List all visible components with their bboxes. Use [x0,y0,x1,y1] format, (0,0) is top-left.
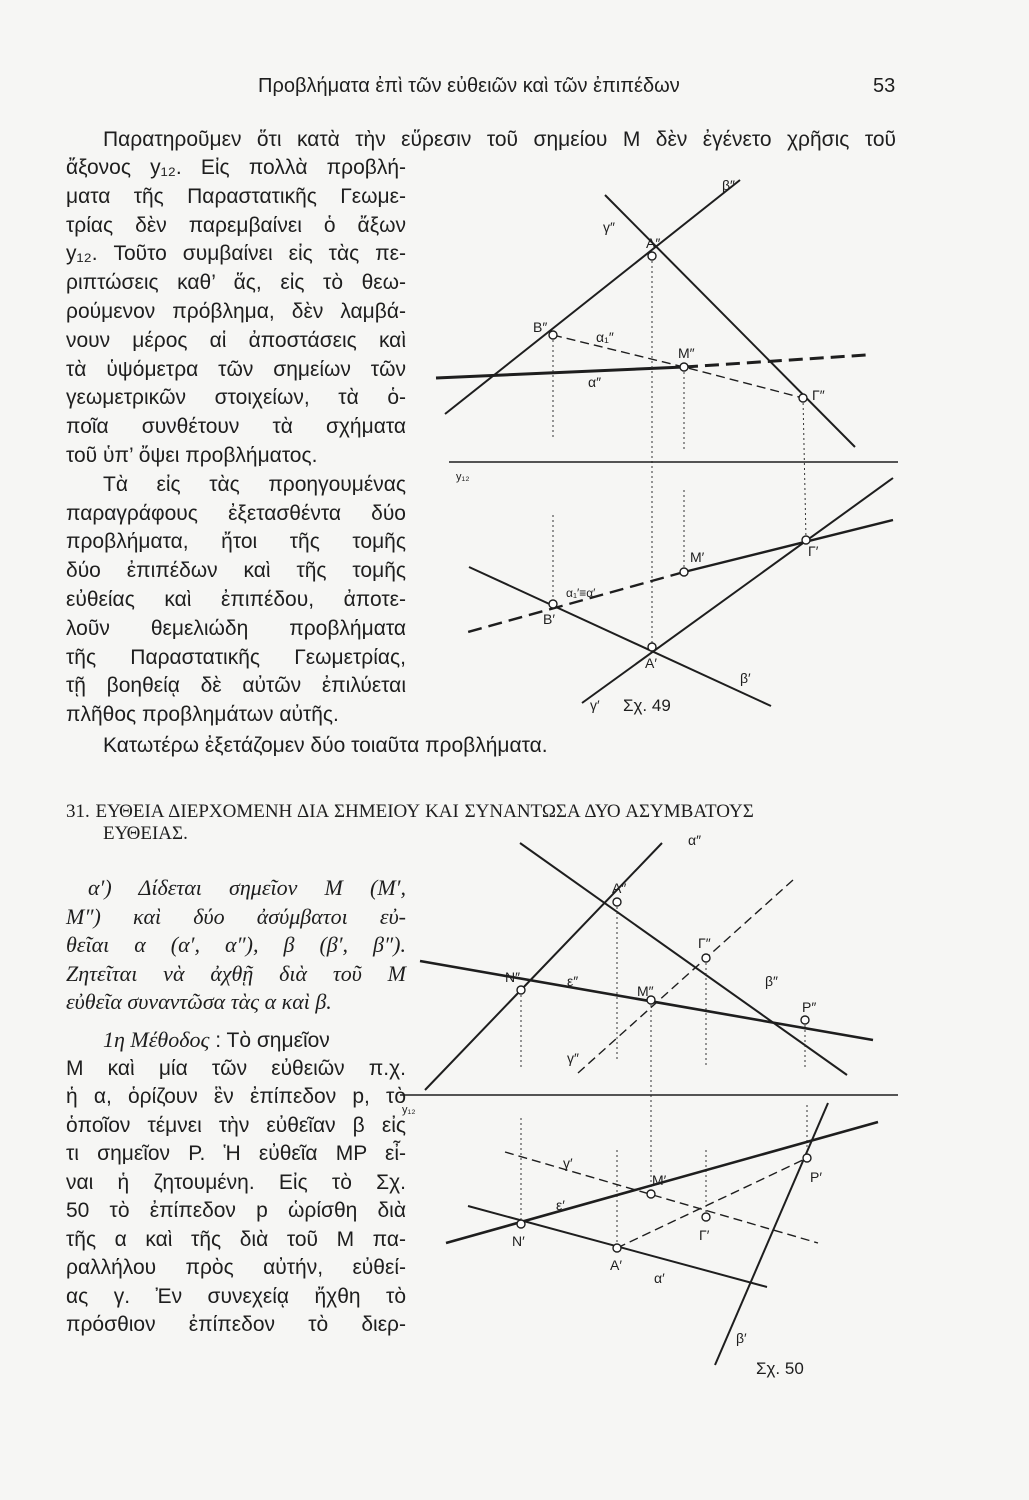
label: M″ [637,983,654,999]
text-line: νουν μέρος αἱ ἀποστάσεις καὶ [66,329,406,352]
point-B1 [549,600,557,608]
text-line: ριπτώσεις καθ’ ἅς, εἰς τὸ θεω- [66,271,406,294]
text-line: λοῦν θεμελιώδη προβλήματα [66,617,406,640]
text-line: ρούμενον πρόβλημα, δὲν λαμβά- [66,300,406,323]
label: β″ [722,177,736,193]
label: B′ [543,611,555,627]
text-line: τοῦ ὑπ’ ὄψει προβλήματος. [66,444,318,467]
point-A2 [613,898,621,906]
label: α″ [688,832,702,848]
line-auxiliary [617,1158,807,1248]
label: α′ [654,1270,665,1286]
text-line: M καὶ μία τῶν εὐθειῶν π.χ. [66,1057,406,1080]
label: M′ [652,1172,667,1188]
axis-label: y₁₂ [402,1104,416,1116]
line-gamma1 [582,478,893,703]
label: P′ [810,1169,822,1185]
figure-50 [400,832,898,1378]
label: α″ [588,374,602,390]
method-first-line-text: : Τὸ σημεῖον [209,1029,330,1052]
text-line: τῆς Παραστατικῆς Γεωμετρίας, [66,646,406,669]
label: ε′ [556,1197,565,1213]
point-G2 [702,954,710,962]
text-line: α′) Δίδεται σημεῖον M (M′, [88,875,406,900]
line-beta1 [715,1103,828,1365]
axis-label: y₁₂ [456,471,470,483]
point-A2 [648,252,656,260]
text-line: ματα τῆς Παραστατικῆς Γεωμε- [66,185,406,208]
label: B″ [533,319,548,335]
label: β″ [765,973,779,989]
point-M1 [680,568,688,576]
line-alpha2 [436,367,684,378]
text-line: ὁποῖον τέμνει τὴν εὐθεῖαν β εἰς [66,1114,406,1137]
closing-line: Κατωτέρω ἐξετάζομεν δύο τοιαῦτα προβλήματα. [103,734,548,757]
label: Γ′ [808,543,819,559]
intro-line: Παρατηροῦμεν ὅτι κατὰ τὴν εὕρεσιν τοῦ σημείου M δὲν ἐγένετο χρῆσις τοῦ [103,128,896,151]
label: α₁″ [596,329,614,345]
text-line: M″) καὶ δύο ἀσύμβατοι εὐ- [66,904,406,929]
label: A′ [610,1257,622,1273]
text-line: τι σημεῖον P. Ἡ εὐθεῖα MP εἶ- [66,1142,406,1165]
text-line: ἄξονος y₁₂. Εἰς πολλὰ προβλή- [66,156,406,179]
text-line: πλῆθος προβλημάτων αὐτῆς. [66,703,339,726]
text-line: πρόσθιον ἐπίπεδον τὸ διερ- [66,1313,406,1336]
text-line: y₁₂. Τοῦτο συμβαίνει εἰς τὰς πε- [66,242,406,265]
point-B2 [549,331,557,339]
text-line: ποῖα συνθέτουν τὰ σχήματα [66,415,406,438]
point-A1 [613,1244,621,1252]
point-N1 [517,1220,525,1228]
line-beta2 [520,843,847,1075]
section-heading: 31. ΕΥΘΕΙΑ ΔΙΕΡΧΟΜΕΝΗ ΔΙΑ ΣΗΜΕΙΟΥ ΚΑΙ ΣΥΝΑΝΤΩΣΑ ΔΥΟ ΑΣΥΜΒΑΤΟΥΣ [66,801,754,822]
text-line: ραλλήλου πρὸς αὐτήν, εὐθεί- [66,1256,406,1279]
figure-caption: Σχ. 49 [623,696,671,715]
line-alpha2 [425,843,662,1090]
text-line: δύο ἐπιπέδων καὶ τῆς τομῆς [66,559,406,582]
point-N2 [517,986,525,994]
label: γ′ [563,1155,573,1171]
label: ε″ [567,973,579,989]
text-line: Τὰ εἰς τὰς προηγουμένας [103,473,406,496]
text-line: Ζητεῖται νὰ ἀχθῇ διὰ τοῦ M [66,961,406,986]
text-line: τῇ βοηθείᾳ δὲ αὐτῶν ἐπιλύεται [66,674,406,697]
label: Γ″ [812,387,825,403]
label: M″ [678,345,695,361]
label: A″ [612,880,627,896]
text-line: εὐθεῖα συναντῶσα τὰς α καὶ β. [66,989,332,1014]
label: M′ [690,549,705,565]
text-line: 50 τὸ ἐπίπεδον p ὡρίσθη διὰ [66,1199,406,1222]
label: N′ [512,1233,525,1249]
point-G2 [799,394,807,402]
section-heading-cont: ΕΥΘΕΙΑΣ. [103,823,188,844]
running-header: Προβλήματα ἐπὶ τῶν εὐθειῶν καὶ τῶν ἐπιπέδων [258,75,680,97]
figure-caption: Σχ. 50 [756,1359,804,1378]
point-A1 [648,643,656,651]
point-M2 [680,363,688,371]
label: γ″ [567,1050,579,1066]
point-P2 [801,1016,809,1024]
projector [803,398,806,540]
label: α₁′≡α′ [566,586,596,600]
text-line: ας γ. Ἐν συνεχείᾳ ἤχθη τὸ [66,1285,406,1308]
page-number: 53 [873,75,896,97]
text-line: γεωμετρικῶν στοιχείων, τὰ ὁ- [66,386,406,409]
label: Γ″ [698,935,711,951]
line-gamma2 [578,880,793,1073]
text-line: προβλήματα, ἤτοι τῆς τομῆς [66,530,406,553]
text-line: τὰ ὑψόμετρα τῶν σημείων τῶν [66,358,406,381]
label: γ′ [590,697,600,713]
label: A″ [646,235,661,251]
line-gamma2 [605,195,855,447]
label: P″ [802,999,817,1015]
point-P1 [803,1154,811,1162]
text-line: τρίας δὲν παρεμβαίνει ὁ ἄξων [66,214,406,237]
text-line: θεῖαι α (α′, α″), β (β′, β″). [66,932,406,957]
label: β′ [736,1330,747,1346]
label: β′ [740,670,751,686]
text-line: εὐθείας καὶ ἐπιπέδου, ἀποτε- [66,588,406,611]
method-label: 1η Μέθοδος [103,1027,210,1052]
text-line: ναι ἡ ζητουμένη. Εἰς τὸ Σχ. [66,1171,406,1194]
point-G1 [702,1213,710,1221]
text-line: τῆς α καὶ τῆς διὰ τοῦ M πα- [66,1228,406,1251]
label: N″ [505,969,521,985]
label: A′ [645,655,657,671]
point-M1 [647,1190,655,1198]
line-beta1 [469,567,771,706]
figure-49 [436,177,898,715]
label: Γ′ [699,1227,710,1243]
text-line: παραγράφους ἐξετασθέντα δύο [66,502,406,525]
line-alpha1 [684,520,893,572]
label: γ″ [603,219,615,235]
text-line: ἡ α, ὁρίζουν ἓν ἐπίπεδον p, τὸ [66,1085,406,1108]
